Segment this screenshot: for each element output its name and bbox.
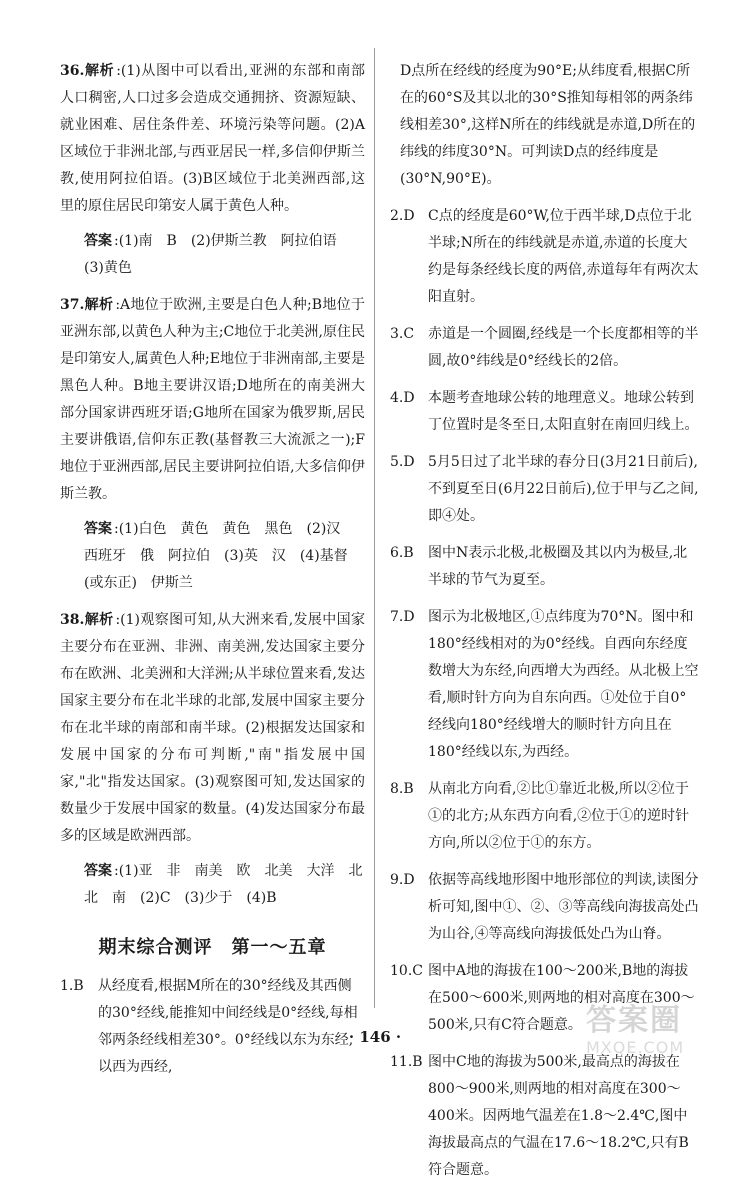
question-text: 从南北方向看,②比①靠近北极,所以②位于①的北方;从东西方向看,②位于①的逆时针方向,所以②位于①的东方。 bbox=[428, 781, 690, 851]
question-number: 36. bbox=[60, 63, 85, 79]
analysis-text: (1)从图中可以看出,亚洲的东部和南部人口稠密,人口过多会造成交通拥挤、资源短缺、就业困难、居住条件差、环境污染等问题。(2)A区域位于非洲北部,与西亚居民一样,多信仰伊斯兰教,使用阿拉伯语。(3)B区域位于北美洲西部,这里的原住居民印第安人属于黄色人种。 bbox=[60, 63, 366, 214]
question-11 bbox=[390, 1049, 700, 1184]
question-36: 36.解析 :(1)从图中可以看出,亚洲的东部和南部人口稠密,人口过多会造成交通拥挤、资源短缺、就业困难、居住条件差、环境污染等问题。(2)A区域位于非洲北部,与西亚居民一样,多信仰伊斯兰教,使用阿拉伯语。(3)B区域位于北美洲西部,这里的原住居民印第安人属于黄色人种。 bbox=[60, 63, 366, 214]
question-number: 38. bbox=[60, 612, 85, 628]
watermark-text: 答案圈 bbox=[586, 1003, 682, 1038]
question-text: 图示为北极地区,①点纬度为70°N。图中和180°经线相对的为0°经线。自西向东经度数增大为东经,向西增大为西经。从北极上空看,顺时针方向为自东向西。①处位于自0°经线向180°经线增大的顺时针方向且在180°经线以东,为西经。 bbox=[428, 609, 699, 760]
question-number: 2.D bbox=[390, 208, 415, 224]
question-number: 4.D bbox=[390, 390, 415, 406]
question-number: 1.B bbox=[60, 978, 84, 994]
watermark-logo bbox=[586, 1003, 736, 1065]
analysis-text: (1)观察图可知,从大洲来看,发展中国家主要分布在亚洲、非洲、南美洲,发达国家主要分布在欧洲、北美洲和大洋洲;从半球位置来看,发达国家主要分布在北半球的北部,发展中国家主要分布在北半球的南部和南半球。(2)根据发达国家和发展中国家的分布可判断,"南"指发展中国家,"北"指发达国家。(3)观察图可知,发达国家的数量少于发展中国家的数量。(4)发达国家分布最多的区域是欧洲西部。 bbox=[60, 612, 365, 844]
question-number: 3.C bbox=[390, 326, 415, 342]
question-number: 37. bbox=[60, 297, 85, 313]
question-3 bbox=[390, 321, 700, 375]
question-number: 6.B bbox=[390, 545, 414, 561]
question-1-continued bbox=[390, 58, 700, 193]
answer-36: 答案 :(1)南 B (2)伊斯兰教 阿拉伯语 (3)黄色 bbox=[84, 233, 351, 276]
page-number: · 146 · bbox=[348, 1028, 402, 1046]
question-text: 5月5日过了北半球的春分日(3月21日前后),不到夏至日(6月22日前后),位于甲与乙之间,即④处。 bbox=[428, 454, 699, 524]
question-number: 7.D bbox=[390, 609, 415, 625]
question-number: 10.C bbox=[390, 963, 423, 979]
question-number: 9.D bbox=[390, 872, 415, 888]
answer-text: (1)亚 非 南美 欧 北美 大洋 北 北 南 (2)C (3)少于 (4)B bbox=[84, 863, 377, 906]
answer-label: 答案 bbox=[84, 863, 112, 879]
question-5 bbox=[390, 449, 700, 530]
question-9 bbox=[390, 867, 700, 948]
answer-label: 答案 bbox=[84, 521, 112, 537]
analysis-text: A地位于欧洲,主要是白色人种;B地位于亚洲东部,以黄色人种为主;C地位于北美洲,原住民是印第安人,属黄色人种;E地位于非洲南部,主要是黑色人种。B地主要讲汉语;D地所在的南美洲大部分国家讲西班牙语;G地所在国家为俄罗斯,居民主要讲俄语,信仰东正教(基督教三大流派之一);F地位于亚洲西部,居民主要讲阿拉伯语,大多信仰伊斯兰教。 bbox=[60, 297, 365, 502]
answer-text: (1)南 B (2)伊斯兰教 阿拉伯语 (3)黄色 bbox=[84, 233, 351, 276]
analysis-label: 解析 bbox=[84, 63, 115, 79]
analysis-label: 解析 bbox=[84, 612, 114, 628]
question-text: C点的经度是60°W,位于西半球,D点位于北半球;N所在的纬线就是赤道,赤道的长度大约是每条经线长度的两倍,赤道每年有两次太阳直射。 bbox=[428, 208, 699, 305]
analysis-label: 解析 bbox=[84, 297, 114, 313]
question-37: 37.解析 :A地位于欧洲,主要是白色人种;B地位于亚洲东部,以黄色人种为主;C地位于北美洲,原住民是印第安人,属黄色人种;E地位于非洲南部,主要是黑色人种。B地主要讲汉语;D地所在的南美洲大部分国家讲西班牙语;G地所在国家为俄罗斯,居民主要讲俄语,信仰东正教(基督教三大流派之一);F地位于亚洲西部,居民主要讲阿拉伯语,大多信仰伊斯兰教。 bbox=[60, 297, 365, 502]
question-number: 11.B bbox=[390, 1054, 423, 1070]
answer-text: (1)白色 黄色 黄色 黑色 (2)汉 西班牙 俄 阿拉伯 (3)英 汉 (4)基督(或东正) 伊斯兰 bbox=[84, 521, 355, 591]
question-text: D点所在经线的经度为90°E;从纬度看,根据C所在的60°S及其以北的30°S推知每相邻的两条纬线相差30°,这样N所在的纬线就是赤道,D所在的纬线的纬度30°N。可判读D点的经纬度是(30°N,90°E)。 bbox=[400, 63, 696, 187]
question-38: 38.解析 :(1)观察图可知,从大洲来看,发展中国家主要分布在亚洲、非洲、南美洲,发达国家主要分布在欧洲、北美洲和大洋洲;从半球位置来看,发达国家主要分布在北半球的北部,发展中国家主要分布在北半球的南部和南半球。(2)根据发达国家和发展中国家的分布可判断,"南"指发展中国家,"北"指发达国家。(3)观察图可知,发达国家的数量少于发展中国家的数量。(4)发达国家分布最多的区域是欧洲西部。 bbox=[60, 612, 365, 844]
question-number: 8.B bbox=[390, 781, 414, 797]
question-number: 5.D bbox=[390, 454, 415, 470]
question-6 bbox=[390, 540, 700, 594]
question-text: 本题考查地球公转的地理意义。地球公转到丁位置时是冬至日,太阳直射在南回归线上。 bbox=[428, 390, 699, 433]
question-7 bbox=[390, 604, 700, 766]
question-text: 赤道是一个圆圈,经线是一个长度都相等的半圆,故0°纬线是0°经线长的2倍。 bbox=[428, 326, 699, 369]
question-text: 图中N表示北极,北极圈及其以内为极昼,北半球的节气为夏至。 bbox=[428, 545, 688, 588]
section-title: 期末综合测评 第一～五章 bbox=[98, 937, 327, 958]
answer-38: 答案 :(1)亚 非 南美 欧 北美 大洋 北 北 南 (2)C (3)少于 (4)B bbox=[84, 863, 377, 906]
question-2 bbox=[390, 203, 700, 311]
question-8 bbox=[390, 776, 700, 857]
question-text: 图中C地的海拔为500米,最高点的海拔在800～900米,则两地的相对高度在300～400米。因两地气温差在1.8～2.4℃,图中海拔最高点的气温在17.6～18.2℃,只有B符合题意。 bbox=[428, 1054, 689, 1178]
watermark-url: MXQE.COM bbox=[586, 1038, 685, 1057]
answer-37: 答案 :(1)白色 黄色 黄色 黑色 (2)汉 西班牙 俄 阿拉伯 (3)英 汉 (4)基督(或东正) 伊斯兰 bbox=[84, 521, 355, 591]
question-4 bbox=[390, 385, 700, 439]
question-text: 图中A地的海拔在100～200米,B地的海拔在500～600米,则两地的相对高度在300～500米,只有C符合题意。 bbox=[428, 963, 695, 1033]
question-text: 依据等高线地形图中地形部位的判读,读图分析可知,图中①、②、③等高线向海拔高处凸为山谷,④等高线向海拔低处凸为山脊。 bbox=[428, 872, 699, 942]
question-text: 从经度看,根据M所在的30°经线及其西侧的30°经线,能推知中间经线是0°经线,每相邻两条经线相差30°。0°经线以东为东经,以西为西经, bbox=[98, 978, 358, 1075]
answer-label: 答案 bbox=[84, 233, 112, 249]
